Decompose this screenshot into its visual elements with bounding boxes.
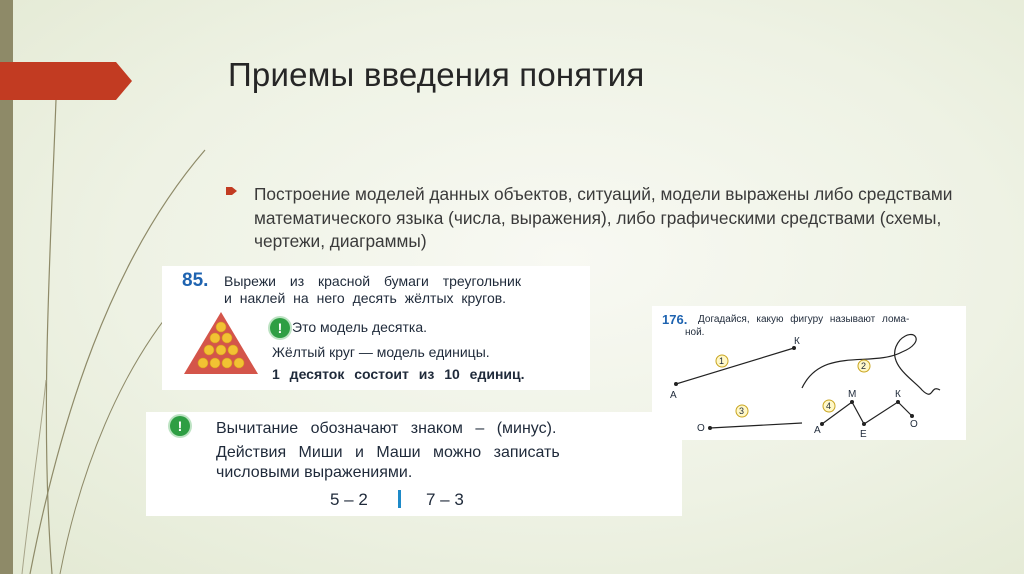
task-number: 85. — [182, 270, 209, 291]
task-text-line: и наклей на него десять жёлтых кругов. — [224, 290, 507, 306]
point-label: М — [848, 389, 857, 400]
figure-number: 3 — [739, 406, 745, 416]
task-text-line: Жёлтый круг — модель единицы. — [272, 344, 490, 360]
point-label: К — [895, 389, 901, 400]
point-label: Е — [860, 429, 867, 440]
point-label: К — [794, 336, 800, 347]
triangle-model-image — [182, 310, 260, 376]
task-number: 176. — [662, 312, 688, 327]
point-label: О — [910, 419, 918, 430]
point-label: А — [670, 390, 677, 401]
task-text-line: Вырежи из красной бумаги треугольник — [224, 273, 521, 289]
task-176-panel — [652, 306, 966, 440]
slide-title: Приемы введения понятия — [228, 56, 645, 93]
subtraction-panel — [146, 412, 682, 516]
bullet-text: Построение моделей данных объектов, ситуаций, модели выражены либо средствами математического языка (числа, выражения), либо графическими средствами (схемы, чертежи, диаграммы) — [254, 184, 953, 251]
rule-text-line: Вычитание обозначают знаком – (минус). — [216, 420, 557, 437]
polyline-figures-diagram — [652, 306, 966, 440]
arrow-bullet-icon — [226, 186, 237, 196]
point-label: А — [814, 425, 821, 436]
rule-text-line: числовыми выражениями. — [216, 464, 413, 481]
rule-text-line: Действия Миши и Маши можно записать — [216, 444, 560, 461]
figure-number: 4 — [826, 401, 832, 411]
task-text-line: ной. — [685, 327, 705, 338]
task-text-line: Догадайся, какую фигуру называют лома- — [698, 314, 910, 325]
info-exclamation-icon: ! — [270, 318, 290, 338]
task-85-panel — [162, 266, 590, 390]
figure-number: 1 — [719, 356, 725, 366]
figure-number: 2 — [861, 361, 867, 371]
task-text-line: Это модель десятка. — [292, 319, 427, 335]
expression-separator — [398, 490, 401, 508]
task-text-line: 1 десяток состоит из 10 единиц. — [272, 366, 525, 382]
expression-1: 5 – 2 — [330, 490, 368, 509]
expression-2: 7 – 3 — [426, 490, 464, 509]
title-ribbon — [0, 62, 140, 100]
info-exclamation-icon: ! — [170, 416, 190, 436]
point-label: О — [697, 423, 705, 434]
